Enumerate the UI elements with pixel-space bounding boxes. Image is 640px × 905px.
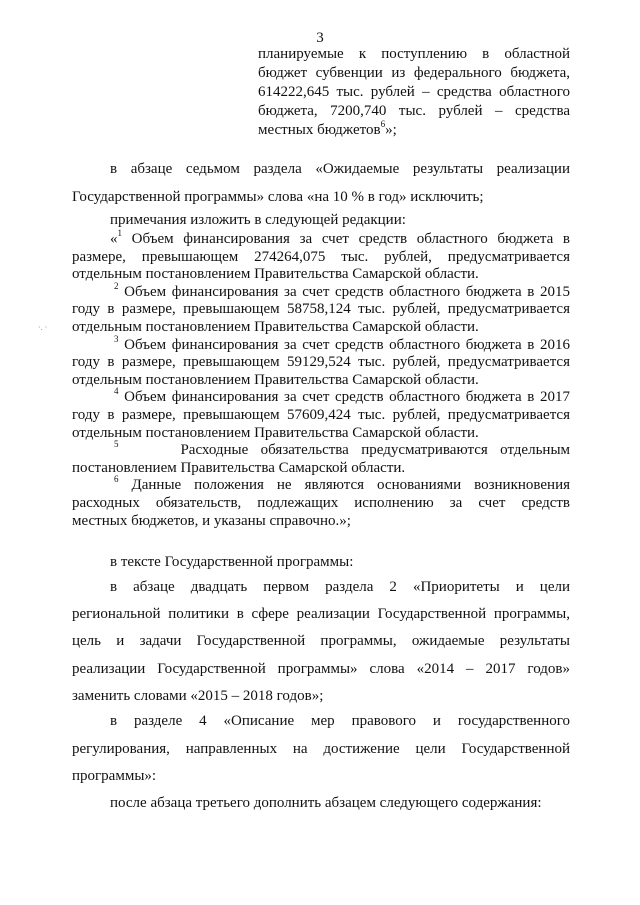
text-line-last — [258, 121, 570, 140]
footnote-mark: 4 — [114, 386, 119, 397]
text-line: бюджет субвенции из федерального бюджета, — [258, 65, 570, 81]
paragraph-program-text — [72, 551, 570, 573]
paragraph-seventh-section — [72, 155, 570, 211]
text-fragment: Расходные обязательства предусматриваются отдельным — [180, 442, 571, 459]
text-fragment: Объем финансирования за счет средств областного бюджета в — [131, 231, 571, 247]
paragraph-notes-intro — [72, 209, 570, 231]
note-2 — [72, 280, 571, 337]
budget-continuation-block — [258, 45, 570, 140]
text-fragment: Объем финансирования за счет средств областного бюджета в 2015 — [124, 283, 571, 300]
text-line: расходных обязательств, подлежащих исполнению за счет средств — [72, 494, 570, 511]
text-line: региональной политики в сфере реализации Государственной программы, — [72, 606, 570, 623]
text-line — [72, 333, 571, 355]
footnote-mark: 3 — [114, 333, 119, 344]
footnote-mark: 2 — [114, 280, 119, 291]
footnote-mark: 5 — [114, 439, 119, 450]
note-6 — [72, 474, 571, 530]
text-line: после абзаца третьего дополнить абзацем следующего содержания: — [110, 795, 542, 811]
text-line: местных бюджетов, и указаны справочно.»; — [72, 512, 351, 529]
text-line: в разделе 4 «Описание мер правового и государственного — [110, 713, 570, 729]
text-line: отдельным постановлением Правительства Самарской области. — [72, 371, 479, 388]
text-fragment: Данные положения не являются основаниями возникновения — [131, 477, 571, 494]
text-line: году в размере, превышающем 57609,424 тыс. рублей, предусматривается — [72, 406, 570, 423]
text-line: постановлением Правительства Самарской области. — [72, 459, 406, 476]
text-line — [72, 280, 571, 302]
footnote-mark: 1 — [117, 228, 122, 238]
note-5 — [72, 439, 571, 477]
note-1 — [72, 228, 571, 284]
text-line — [72, 386, 571, 407]
paragraph-section-2 — [72, 574, 570, 710]
text-line: реализации Государственной программы» слова «2014 – 2017 годов» — [72, 660, 570, 677]
text-line: размере, превышающем 274264,075 тыс. рублей, предусматривается — [72, 248, 570, 265]
quote-open: « — [110, 231, 118, 247]
paragraph-after-third — [72, 792, 570, 814]
text-line: цель и задачи Государственной программы, ожидаемые результаты — [72, 633, 570, 650]
text-fragment: Объем финансирования за счет средств областного бюджета в 2016 — [124, 336, 571, 353]
text-line: примечания изложить в следующей редакции: — [110, 212, 406, 228]
note-3 — [72, 333, 571, 390]
text-line: в тексте Государственной программы: — [110, 554, 354, 570]
text-line: отдельным постановлением Правительства Самарской области. — [72, 266, 479, 283]
notes-block — [72, 228, 571, 530]
text-line: планируемые к поступлению в областной — [258, 46, 570, 62]
page-number: 3 — [316, 30, 324, 46]
text-line: регулирования, направленных на достижение цели Государственной — [72, 740, 570, 757]
scan-speck: ·. · — [38, 323, 48, 332]
text-line — [72, 439, 571, 460]
text-line — [72, 228, 571, 249]
text-line: в абзаце седьмом раздела «Ожидаемые результаты реализации — [110, 161, 570, 177]
text-line: программы»: — [72, 768, 157, 784]
text-line: 614222,645 тыс. рублей – средства областного — [258, 84, 570, 100]
note-4 — [72, 386, 571, 442]
footnote-mark: 6 — [380, 119, 386, 129]
text-fragment: »; — [385, 122, 397, 138]
text-line: отдельным постановлением Правительства Самарской области. — [72, 424, 479, 441]
text-fragment: Объем финансирования за счет средств областного бюджета в 2017 — [124, 389, 571, 406]
text-line: заменить словами «2015 – 2018 годов»; — [72, 687, 324, 704]
text-line: отдельным постановлением Правительства Самарской области. — [72, 318, 479, 335]
text-line: году в размере, превышающем 59129,524 тыс. рублей, предусматривается — [72, 354, 570, 371]
text-line: в абзаце двадцать первом раздела 2 «Приоритеты и цели — [110, 579, 570, 595]
text-line: бюджета, 7200,740 тыс. рублей – средства — [258, 103, 570, 119]
paragraph-section-4 — [72, 708, 570, 791]
footnote-mark: 6 — [114, 474, 119, 485]
text-line: году в размере, превышающем 58758,124 тыс. рублей, предусматривается — [72, 301, 570, 318]
text-line — [72, 474, 571, 495]
text-fragment: местных бюджетов — [258, 122, 381, 138]
text-line: Государственной программы» слова «на 10 % в год» исключить; — [72, 189, 484, 205]
